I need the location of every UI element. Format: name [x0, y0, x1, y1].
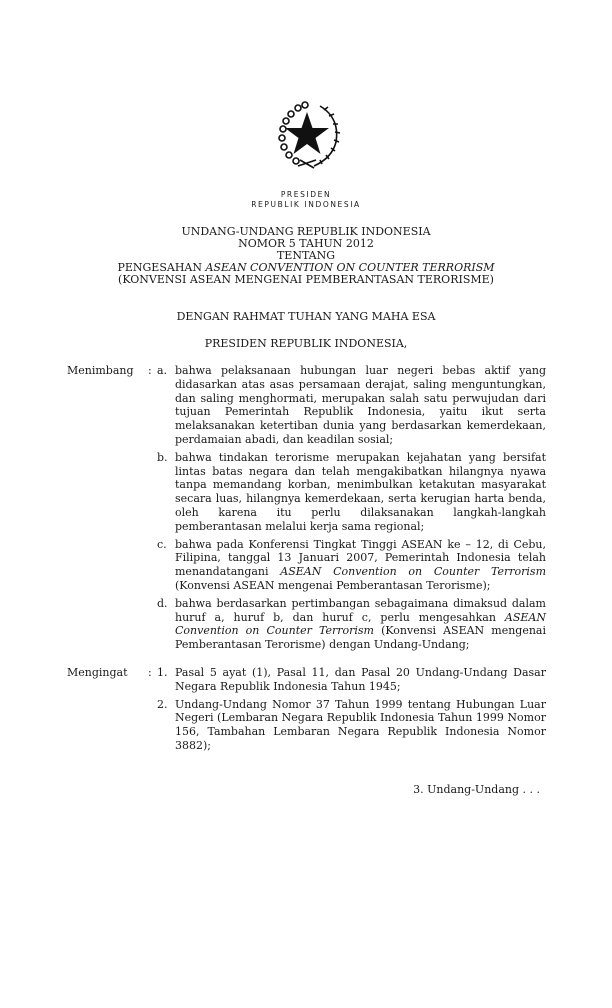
document-title [0, 226, 612, 286]
continuation-footer: 3. Undang-Undang . . . [413, 782, 540, 796]
mengingat-label: Mengingat [67, 665, 128, 679]
title-tentang: TENTANG [276, 249, 336, 262]
document-body [0, 310, 612, 837]
item-number: c. [157, 537, 167, 551]
text-segment: bahwa tindakan terorisme merupakan kejahatan yang bersifat lintas batas negara dan telah mengakibatkan hilangnya nyawa tanpa memandang korban, menimbulkan ketakutan masyarakat secara luas, hilangnya kemerdekaan, serta kerugian harta benda, oleh karena itu perlu dilaksanakan langkah-langkah pemberantasan melalui kerja sama regional; [175, 450, 546, 533]
text-segment: Pasal 5 ayat (1), Pasal 11, dan Pasal 20 Undang-Undang Dasar Negara Republik Indonesia Tahun 1945; [175, 665, 546, 693]
text-segment: bahwa pada Konferensi Tingkat Tinggi ASEAN ke – 12, di Cebu, Filipina, tanggal 13 Januari 2007, Pemerintah Indonesia telah menandatangani [175, 537, 546, 579]
item-number: 2. [157, 697, 168, 711]
item-number: b. [157, 450, 168, 464]
invocation: DENGAN RAHMAT TUHAN YANG MAHA ESA [176, 310, 436, 323]
item-number: 1. [157, 665, 168, 679]
text-segment: bahwa pelaksanaan hubungan luar negeri bebas aktif yang didasarkan atas asas persamaan derajat, saling menguntungkan, dan saling menghormati, merupakan salah satu perwujudan dari tujuan Pemerintah Republik Indonesia, yaitu ikut serta melaksanakan ketertiban dunia yang berdasarkan kemerdekaan, perdamaian abadi, dan keadilan sosial; [175, 364, 546, 446]
letterhead-republik: REPUBLIK INDONESIA [251, 200, 361, 209]
item-text [175, 666, 546, 694]
item-text [175, 364, 546, 447]
mengingat-section [0, 666, 612, 753]
mengingat-colon: : [148, 665, 152, 679]
italic-text: ASEAN Convention on Counter Terrorism [280, 565, 546, 579]
item-number: d. [157, 596, 168, 610]
menimbang-item [0, 538, 612, 593]
letterhead-presiden: PRESIDEN [280, 190, 332, 199]
title-subject-prefix: PENGESAHAN [117, 261, 206, 274]
item-text [175, 538, 546, 593]
item-text [175, 698, 546, 753]
menimbang-item [0, 597, 612, 652]
item-text [175, 597, 546, 652]
menimbang-label: Menimbang [67, 364, 134, 377]
menimbang-item [0, 364, 612, 447]
text-segment: bahwa berdasarkan pertimbangan sebagaimana dimaksud dalam huruf a, huruf b, dan huruf c, perlu mengesahkan [175, 596, 546, 624]
letterhead [0, 190, 612, 210]
title-number: NOMOR 5 TAHUN 2012 [238, 237, 374, 250]
item-number: a. [157, 364, 168, 377]
title-law: UNDANG-UNDANG REPUBLIK INDONESIA [181, 225, 431, 238]
menimbang-colon: : [148, 364, 152, 377]
menimbang-item [0, 451, 612, 534]
title-subject-italic: ASEAN CONVENTION ON COUNTER TERRORISM [205, 261, 495, 274]
mengingat-item [0, 698, 612, 753]
text-segment: (Konvensi ASEAN mengenai Pemberantasan Terorisme); [175, 578, 491, 592]
italic-text: ASEAN Convention on Counter Terrorism [175, 610, 546, 638]
presidential-seal-icon [270, 98, 344, 172]
title-subject-translation: (KONVENSI ASEAN MENGENAI PEMBERANTASAN TERORISME) [118, 273, 494, 286]
item-text [175, 451, 546, 534]
president-heading: PRESIDEN REPUBLIK INDONESIA, [204, 337, 408, 350]
menimbang-section [0, 364, 612, 652]
text-segment: Undang-Undang Nomor 37 Tahun 1999 tentang Hubungan Luar Negeri (Lembaran Negara Republik Indonesia Tahun 1999 Nomor 156, Tambahan Lembaran Negara Republik Indonesia Nomor 3882); [175, 697, 546, 752]
text-segment: (Konvensi ASEAN mengenai Pemberantasan Terorisme) dengan Undang-Undang; [175, 624, 547, 652]
mengingat-item [0, 666, 612, 694]
